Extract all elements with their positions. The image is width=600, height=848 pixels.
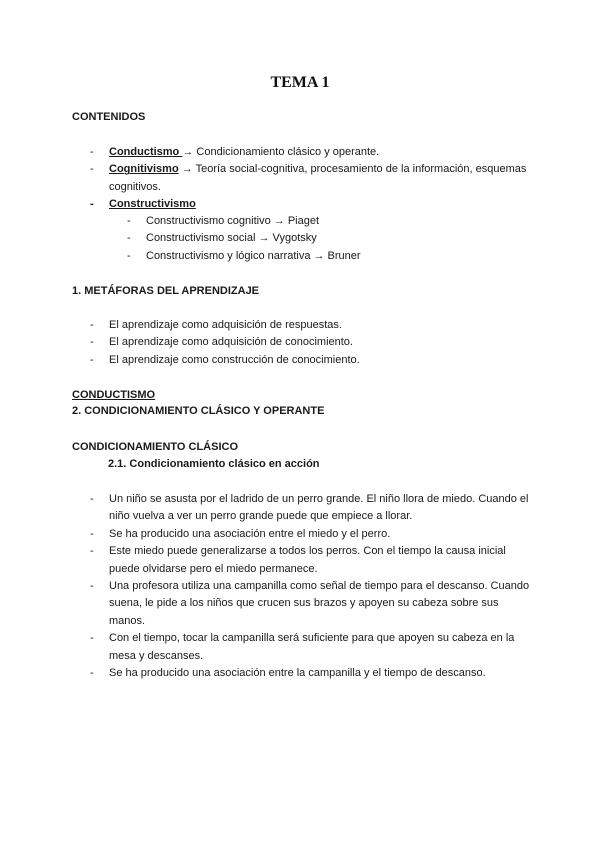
list-item: - Un niño se asusta por el ladrido de un perro grande. El niño llora de miedo. Cuando el niño vuelva a ver un perro grande puede que empiece a llorar. xyxy=(90,491,530,526)
classical-list xyxy=(90,491,530,682)
list-item: - Con el tiempo, tocar la campanilla será suficiente para que apoyen su cabeza en la mesa y descanses. xyxy=(90,630,530,665)
list-item: - Constructivismo social → Vygotsky xyxy=(127,230,507,247)
constructivism-sublist xyxy=(127,213,507,265)
metaphors-list xyxy=(90,317,530,369)
section-2-1-heading: 2.1. Condicionamiento clásico en acción xyxy=(108,458,320,470)
list-item-term: Constructivismo xyxy=(109,198,196,211)
list-item: - Constructivismo cognitivo → Piaget xyxy=(127,213,507,230)
list-item: - Una profesora utiliza una campanilla como señal de tiempo para el descanso. Cuando suena, le pide a los niños que crucen sus brazos y apoyen su cabeza sobre sus manos. xyxy=(90,578,530,630)
list-item: - El aprendizaje como adquisición de conocimiento. xyxy=(90,334,530,351)
contents-heading: CONTENIDOS xyxy=(72,111,146,123)
list-item-text: → Teoría social-cognitiva, procesamiento de la información, esquemas cognitivos. xyxy=(109,163,527,193)
classical-heading: CONDICIONAMIENTO CLÁSICO xyxy=(72,441,239,453)
behaviorism-heading: CONDUCTISMO xyxy=(72,389,156,401)
list-item xyxy=(90,161,530,196)
list-item xyxy=(90,144,530,161)
metaphors-heading: 1. METÁFORAS DEL APRENDIZAJE xyxy=(72,285,260,297)
list-item: - Constructivismo y lógico narrativa → Bruner xyxy=(127,248,507,265)
list-item xyxy=(90,196,530,213)
list-item: - Este miedo puede generalizarse a todos los perros. Con el tiempo la causa inicial puede olvidarse pero el miedo permanece. xyxy=(90,543,530,578)
list-item: - Se ha producido una asociación entre la campanilla y el tiempo de descanso. xyxy=(90,665,530,682)
section-2-heading: 2. CONDICIONAMIENTO CLÁSICO Y OPERANTE xyxy=(72,405,325,417)
list-item: - El aprendizaje como adquisición de respuestas. xyxy=(90,317,530,334)
contents-list xyxy=(90,144,530,214)
list-item-term: Cognitivismo xyxy=(109,163,179,176)
list-item: - Se ha producido una asociación entre el miedo y el perro. xyxy=(90,526,530,543)
list-item: - El aprendizaje como construcción de conocimiento. xyxy=(90,352,530,369)
list-item-text: → Condicionamiento clásico y operante. xyxy=(182,146,380,158)
page-title: TEMA 1 xyxy=(270,74,330,91)
list-item-term: Conductismo xyxy=(109,146,183,158)
